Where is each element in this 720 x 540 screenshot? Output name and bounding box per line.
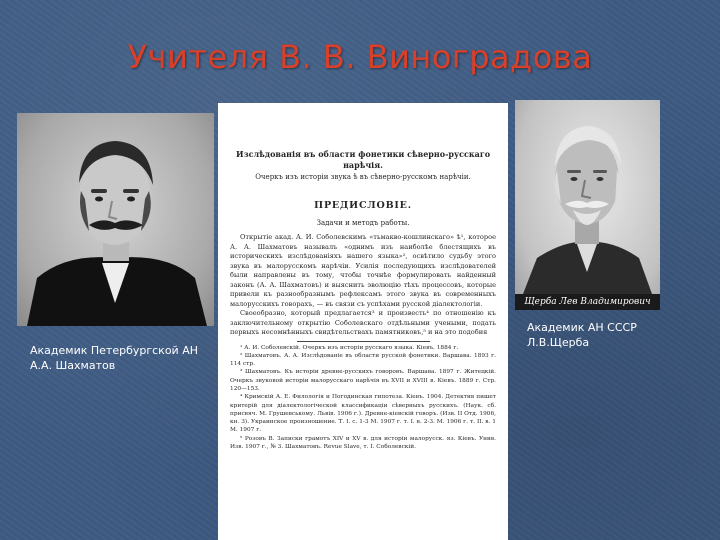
shcherba-photo-label: Щерба Лев Владимирович — [515, 294, 660, 310]
shakhmatov-caption: Академик Петербургской АН А.А. Шахматов — [30, 344, 198, 372]
shcherba-caption: Академик АН СССР Л.В.Щерба — [527, 321, 637, 349]
footnote: ¹ А. И. Соболевскій. Очеркъ изъ исторіи русскаго языка. Кіевъ. 1884 г. — [240, 344, 459, 351]
document-heading: ПРЕДИСЛОВІЕ. — [314, 200, 412, 211]
footnote: ² Шахматовъ. А. А. Изслѣдованіе въ области русской фонетики. Варшава. 1893 г. 114 стр. — [230, 352, 496, 368]
document-title: Изслѣдованія въ области фонетики сѣверно-русскаго нарѣчія. — [235, 149, 491, 170]
document-body — [230, 233, 496, 338]
document-paragraph: Открытіе акад. А. И. Соболевскимъ «тьмакво-кошлинскаго» ѣ¹, которое А. А. Шахматовъ называлъ «однимъ изъ наиболѣе блестящихъ въ историческихъ изслѣдованіяхъ нашего языка»², освѣтило судьбу этого звука въ малорусскомъ нарѣчіи. Усилія последующихъ изслѣдователей были направлены въ тому, чтобы точнѣе формулировать найденный законъ (А. А. Шахматовъ) и выяснить эволюцію тѣхъ процессовъ, которые привели къ разнообразнымъ рефлексамъ этого звука въ современныхъ малорусскихъ говорахъ, — въ связи съ успѣхами русской діалектологіи. — [230, 233, 496, 308]
slide-title: Учителя В. В. Виноградова — [127, 38, 593, 76]
document-footnotes — [230, 344, 496, 452]
footnote: ⁵ Розовъ В. Записки грамотъ XIV и XV в. для исторіи малорусск. яз. Кіевъ. Унив. Изв. 1907 г., № 3. Шахматовъ. Revue Slave, т. I. Соболевскій. — [230, 435, 496, 451]
footnote: ³ Шахматовъ. Къ исторіи древне-русскихъ говоровъ. Варшава. 1897 г. Житецкій. Очеркъ звуковой исторіи малорусскаго нарѣчія въ XVII и XVIII в. Кіевъ. 1889 г. Стр. 120—153. — [230, 369, 496, 392]
shakhmatov-portrait-drawing — [17, 113, 214, 326]
shakhmatov-portrait — [17, 113, 214, 326]
shcherba-portrait — [515, 100, 660, 310]
shcherba-portrait-drawing — [515, 100, 660, 294]
document-paragraph: Своеобразно, который предлагается³ и произвесть⁴ по отношенію къ заключительному открытію Соболевскаго отдѣльными учеными, подать первыхъ несомнѣнныхъ свидѣтельствахъ памятниковъ,⁵ и на это подобия — [230, 309, 496, 336]
document-page — [218, 103, 508, 540]
footnote-divider — [297, 341, 430, 342]
document-subtitle: Очеркъ изъ исторіи звука ѣ въ сѣверно-русскомъ нарѣчіи. — [255, 173, 471, 181]
document-subheading: Задачи и методъ работы. — [316, 219, 410, 227]
footnote: ⁴ Кримскій А. Е. Филологія и Погодинская гипотеза. Кіевъ. 1904. Детектив пишет критерій для діалектологіческой классификаціи сѣверныхъ русскихъ. (Наук. сб. присвяч. М. Грушевському. Львів. 1906 г.). Древне-кіевскій говоръ. (Изв. II Отд. 1906, кн. 3). Украинское произношение. Т. I. с. 1-3 М. 1907 г. т. I. в. 2-3. М. 1906 г. т. II. в. 1 М. 1907 г. — [230, 394, 496, 434]
